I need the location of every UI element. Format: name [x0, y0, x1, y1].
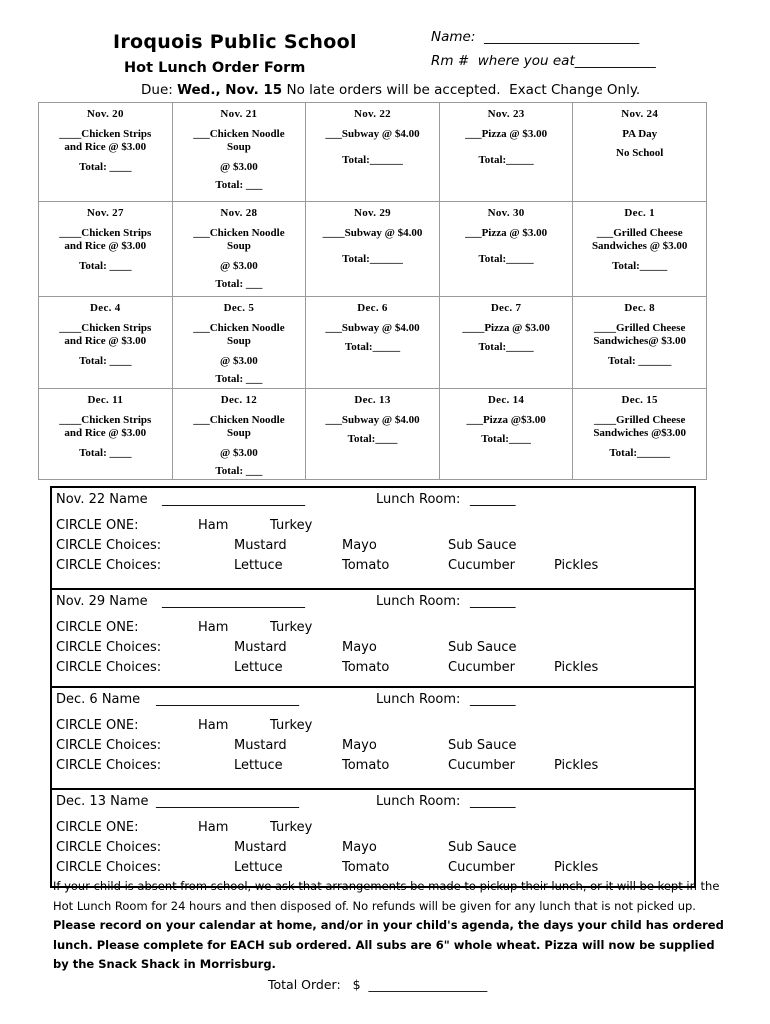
total-order-field	[268, 977, 487, 992]
option-pickles[interactable]: Pickles	[554, 660, 599, 675]
menu-total-blank[interactable]: Total:_____	[344, 341, 401, 353]
option-turkey[interactable]: Turkey	[270, 620, 313, 635]
option-cucumber[interactable]: Cucumber	[448, 758, 515, 773]
menu-date: Nov. 30	[487, 207, 525, 219]
menu-date: Dec. 7	[490, 302, 522, 314]
menu-day-cell	[306, 389, 440, 480]
menu-price: @ $3.00	[220, 259, 258, 272]
menu-day-cell	[439, 389, 573, 480]
menu-price: @ $3.00	[220, 354, 258, 367]
menu-date: Dec. 11	[87, 394, 124, 406]
reminder-note: Please record on your calendar at home, and/or in your child's agenda, the days your child has ordered lunch. Please complete for EACH sub ordered. All subs are 6" whole wheat. Pizza will now be supplied by the Snack Shack in Morrisburg.	[53, 918, 724, 971]
menu-day-cell	[306, 103, 440, 202]
order-line	[52, 492, 694, 512]
circle-choices-label: CIRCLE Choices:	[56, 558, 162, 573]
menu-item: ___Subway @ $4.00	[325, 413, 420, 426]
circle-choices-label: CIRCLE Choices:	[56, 640, 162, 655]
option-sub-sauce[interactable]: Sub Sauce	[448, 840, 517, 855]
due-line	[141, 82, 640, 98]
circle-choices-label: CIRCLE Choices:	[56, 758, 162, 773]
menu-total-blank[interactable]: Total: ____	[79, 259, 132, 272]
menu-total-blank[interactable]: Total:____	[347, 433, 398, 445]
option-turkey[interactable]: Turkey	[270, 718, 313, 733]
option-lettuce[interactable]: Lettuce	[234, 860, 283, 875]
menu-date: Dec. 1	[624, 207, 655, 219]
sub-order-forms	[50, 488, 696, 888]
menu-item: ___Subway @ $4.00	[325, 127, 420, 140]
absence-policy: If your child is absent from school, we ask that arrangements be made to pickup their lunch, or it will be kept in the Hot Lunch Room for 24 hours and then disposed of. No refunds will be given for any lunch that is not picked up.	[53, 879, 720, 913]
menu-item: ____Chicken Strips and Rice @ $3.00	[59, 226, 152, 252]
order-line	[52, 820, 694, 840]
menu-item: ___Chicken Noodle Soup	[193, 226, 285, 252]
menu-day-cell	[39, 389, 173, 480]
menu-total-blank[interactable]: Total:______	[342, 154, 403, 166]
menu-date: Dec. 4	[90, 302, 121, 314]
order-line	[52, 660, 694, 680]
option-cucumber[interactable]: Cucumber	[448, 660, 515, 675]
menu-item: ____Pizza @ $3.00	[462, 321, 550, 334]
menu-day-cell	[172, 297, 306, 389]
menu-item: ___Pizza @ $3.00	[465, 127, 548, 140]
order-line	[52, 594, 694, 614]
menu-day-cell	[306, 202, 440, 297]
option-tomato[interactable]: Tomato	[342, 558, 390, 573]
menu-day-cell	[172, 389, 306, 480]
lunch-room-blank[interactable]: _______	[470, 692, 516, 707]
menu-day-cell	[573, 103, 707, 202]
menu-price: @ $3.00	[220, 446, 258, 459]
menu-date: Dec. 5	[223, 302, 255, 314]
menu-day-cell	[172, 202, 306, 297]
option-tomato[interactable]: Tomato	[342, 860, 390, 875]
menu-day-cell	[39, 202, 173, 297]
order-line	[52, 794, 694, 814]
menu-day-cell	[573, 389, 707, 480]
menu-date: Nov. 22	[354, 108, 391, 120]
order-line	[52, 558, 694, 578]
option-sub-sauce[interactable]: Sub Sauce	[448, 738, 517, 753]
order-name-label: Dec. 13 Name	[56, 794, 149, 809]
menu-total-blank[interactable]: Total: ___	[215, 465, 263, 477]
option-mustard[interactable]: Mustard	[234, 738, 287, 753]
option-mustard[interactable]: Mustard	[234, 640, 287, 655]
sub-order-box	[50, 686, 696, 790]
order-name-label: Dec. 6 Name	[56, 692, 141, 707]
school-title: Iroquois Public School	[113, 31, 357, 53]
menu-total-blank[interactable]: Total:____	[481, 433, 531, 445]
menu-total-blank[interactable]: Total:_____	[478, 253, 534, 265]
option-cucumber[interactable]: Cucumber	[448, 558, 515, 573]
menu-date: Dec. 15	[621, 394, 658, 406]
menu-item: ___Subway @ $4.00	[325, 321, 420, 334]
option-mayo[interactable]: Mayo	[342, 738, 377, 753]
menu-date: Dec. 8	[624, 302, 655, 314]
menu-date: Nov. 21	[220, 108, 258, 120]
lunch-room-blank[interactable]: _______	[470, 594, 516, 609]
menu-item: ___Chicken Noodle Soup	[193, 127, 285, 153]
lunch-room-label: Lunch Room:	[376, 492, 461, 507]
order-line	[52, 538, 694, 558]
total-order-label: Total Order:	[268, 977, 341, 992]
circle-one-label: CIRCLE ONE:	[56, 820, 139, 835]
lunch-room-label: Lunch Room:	[376, 794, 461, 809]
menu-day-cell	[439, 202, 573, 297]
menu-day-cell	[306, 297, 440, 389]
menu-item: ____Subway @ $4.00	[322, 226, 423, 239]
menu-item: ___Chicken Noodle Soup	[193, 321, 285, 347]
option-cucumber[interactable]: Cucumber	[448, 860, 515, 875]
menu-date: Nov. 20	[86, 108, 124, 120]
option-ham[interactable]: Ham	[198, 718, 229, 733]
menu-note: No School	[616, 147, 664, 159]
menu-item: ____Chicken Strips and Rice @ $3.00	[59, 321, 152, 347]
option-lettuce[interactable]: Lettuce	[234, 558, 283, 573]
menu-item: ___Pizza @ $3.00	[465, 226, 548, 239]
menu-day-cell	[573, 297, 707, 389]
order-line	[52, 692, 694, 712]
menu-day-cell	[39, 103, 173, 202]
menu-date: Dec. 12	[220, 394, 258, 406]
menu-date: Nov. 24	[621, 108, 659, 120]
order-line	[52, 718, 694, 738]
footer-notice	[53, 877, 733, 975]
order-name-blank[interactable]: ______________________	[156, 692, 299, 707]
option-ham[interactable]: Ham	[198, 518, 229, 533]
name-blank[interactable]: _______________________	[483, 29, 640, 45]
menu-item: ___Grilled Cheese Sandwiches @ $3.00	[591, 226, 688, 252]
menu-date: Nov. 28	[220, 207, 258, 219]
menu-date: Dec. 14	[487, 394, 525, 406]
menu-date: Nov. 29	[354, 207, 391, 219]
menu-date: Dec. 13	[354, 394, 391, 406]
circle-choices-label: CIRCLE Choices:	[56, 840, 162, 855]
circle-choices-label: CIRCLE Choices:	[56, 738, 162, 753]
menu-item: ____Chicken Strips and Rice @ $3.00	[59, 413, 152, 439]
option-ham[interactable]: Ham	[198, 620, 229, 635]
student-name-field	[431, 29, 639, 45]
menu-week-row	[39, 389, 707, 480]
menu-total-blank[interactable]: Total:_____	[478, 154, 534, 166]
total-order-blank[interactable]: ___________________	[368, 977, 488, 992]
order-line	[52, 840, 694, 860]
option-mustard[interactable]: Mustard	[234, 538, 287, 553]
menu-date: Dec. 6	[357, 302, 388, 314]
menu-item: PA Day	[622, 127, 658, 140]
option-pickles[interactable]: Pickles	[554, 860, 599, 875]
order-line	[52, 738, 694, 758]
due-prefix: Due:	[141, 82, 173, 98]
lunch-room-blank[interactable]: _______	[470, 794, 516, 809]
circle-one-label: CIRCLE ONE:	[56, 518, 139, 533]
room-blank[interactable]: ____________	[574, 53, 656, 69]
menu-total-blank[interactable]: Total:_____	[612, 259, 668, 272]
form-title: Hot Lunch Order Form	[124, 60, 306, 76]
option-lettuce[interactable]: Lettuce	[234, 758, 283, 773]
total-currency: $	[352, 977, 361, 992]
menu-total-blank[interactable]: Total:______	[609, 446, 671, 459]
menu-total-blank[interactable]: Total: ____	[79, 446, 132, 459]
option-mayo[interactable]: Mayo	[342, 840, 377, 855]
order-line	[52, 640, 694, 660]
order-line	[52, 758, 694, 778]
option-mayo[interactable]: Mayo	[342, 538, 377, 553]
order-name-label: Nov. 29 Name	[56, 594, 148, 609]
due-note: No late orders will be accepted. Exact Change Only.	[286, 82, 641, 98]
sub-order-box	[50, 486, 696, 590]
menu-week-row	[39, 202, 707, 297]
option-tomato[interactable]: Tomato	[342, 758, 390, 773]
circle-choices-label: CIRCLE Choices:	[56, 660, 162, 675]
option-sub-sauce[interactable]: Sub Sauce	[448, 640, 517, 655]
menu-day-cell	[172, 103, 306, 202]
option-ham[interactable]: Ham	[198, 820, 229, 835]
name-label: Name:	[431, 29, 476, 45]
option-lettuce[interactable]: Lettuce	[234, 660, 283, 675]
order-name-blank[interactable]: ______________________	[156, 794, 299, 809]
option-sub-sauce[interactable]: Sub Sauce	[448, 538, 517, 553]
order-name-blank[interactable]: ______________________	[162, 492, 305, 507]
circle-choices-label: CIRCLE Choices:	[56, 538, 162, 553]
circle-choices-label: CIRCLE Choices:	[56, 860, 162, 875]
menu-date: Nov. 27	[86, 207, 124, 219]
order-line	[52, 518, 694, 538]
menu-item: ___Chicken Noodle Soup	[193, 413, 285, 439]
menu-total-blank[interactable]: Total:______	[342, 253, 403, 265]
lunch-room-label: Lunch Room:	[376, 692, 461, 707]
room-label: Rm # where you eat	[431, 53, 575, 69]
menu-total-blank[interactable]: Total: ______	[607, 354, 672, 367]
option-pickles[interactable]: Pickles	[554, 558, 599, 573]
room-field	[431, 53, 656, 69]
order-name-blank[interactable]: ______________________	[162, 594, 305, 609]
option-tomato[interactable]: Tomato	[342, 660, 390, 675]
option-turkey[interactable]: Turkey	[270, 820, 313, 835]
menu-item: ____Grilled Cheese Sandwiches @$3.00	[593, 413, 687, 439]
option-mayo[interactable]: Mayo	[342, 640, 377, 655]
circle-one-label: CIRCLE ONE:	[56, 620, 139, 635]
menu-week-row	[39, 297, 707, 389]
menu-day-cell	[573, 202, 707, 297]
menu-total-blank[interactable]: Total: ___	[215, 179, 263, 191]
menu-date: Nov. 23	[487, 108, 525, 120]
menu-total-blank[interactable]: Total: ____	[79, 160, 132, 173]
menu-total-blank[interactable]: Total:_____	[478, 341, 534, 353]
menu-price: @ $3.00	[220, 160, 258, 173]
option-pickles[interactable]: Pickles	[554, 758, 599, 773]
menu-item: ____Chicken Strips and Rice @ $3.00	[59, 127, 152, 153]
menu-item: ___Pizza @$3.00	[466, 413, 546, 426]
option-turkey[interactable]: Turkey	[270, 518, 313, 533]
menu-day-cell	[439, 103, 573, 202]
circle-one-label: CIRCLE ONE:	[56, 718, 139, 733]
menu-total-blank[interactable]: Total: ____	[79, 354, 132, 367]
lunch-room-label: Lunch Room:	[376, 594, 461, 609]
menu-total-blank[interactable]: Total: ___	[215, 278, 263, 290]
sub-order-box	[50, 588, 696, 688]
menu-day-cell	[439, 297, 573, 389]
menu-total-blank[interactable]: Total: ___	[215, 373, 263, 385]
due-date: Wed., Nov. 15	[177, 82, 283, 98]
menu-week-row	[39, 103, 707, 202]
menu-day-cell	[39, 297, 173, 389]
option-mustard[interactable]: Mustard	[234, 840, 287, 855]
order-line	[52, 620, 694, 640]
order-name-label: Nov. 22 Name	[56, 492, 148, 507]
menu-item: ____Grilled Cheese Sandwiches@ $3.00	[593, 321, 687, 347]
sub-order-box	[50, 788, 696, 888]
lunch-room-blank[interactable]: _______	[470, 492, 516, 507]
menu-calendar	[38, 102, 707, 480]
